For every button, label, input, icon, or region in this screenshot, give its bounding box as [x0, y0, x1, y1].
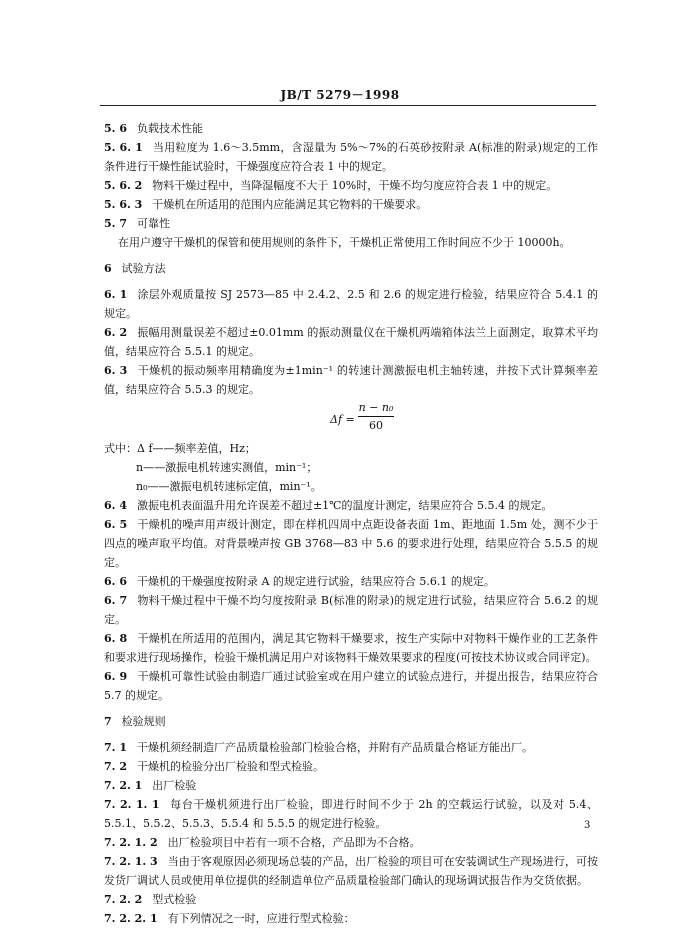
fraction-bar: [358, 416, 394, 417]
paragraph: [104, 738, 598, 757]
paragraph: [104, 233, 598, 252]
clause-number: 5. 6. 2: [104, 179, 143, 192]
clause-number: 7. 2: [104, 760, 127, 773]
clause-text: 每台干燥机须进行出厂检验，即进行时间不少于 2h 的空载运行试验，以及对 5.4、5.5.1、5.5.2、5.5.3、5.5.4 和 5.5.5 的规定进行检验。: [104, 798, 598, 830]
clause-text: 出厂检验项目中若有一项不合格，产品即为不合格。: [167, 836, 421, 849]
paragraph: [104, 214, 598, 233]
clause-number: 7. 2. 2. 1: [104, 912, 158, 925]
paragraph: [104, 833, 598, 852]
paragraph: [104, 195, 598, 214]
paragraph: [104, 909, 598, 928]
clause-number: 6. 3: [104, 364, 128, 377]
paragraph: [104, 776, 598, 795]
paragraph: [104, 757, 598, 776]
clause-number: 6: [104, 262, 112, 275]
paragraph: [104, 119, 598, 138]
legend-line: 式中：Δ f——频率差值，Hz；: [104, 442, 256, 455]
paragraph: [104, 712, 598, 731]
paragraph: [104, 667, 598, 705]
clause-number: 7. 2. 1. 1: [104, 798, 160, 811]
clause-text: 有下列情况之一时，应进行型式检验：: [167, 912, 355, 925]
clause-text: 干燥机的检验分出厂检验和型式检验。: [136, 760, 324, 773]
clause-text: 干燥机的干燥强度按附录 A 的规定进行试验，结果应符合 5.6.1 的规定。: [136, 575, 495, 588]
clause-text: 型式检验: [152, 893, 197, 906]
page-number: 3: [584, 820, 591, 831]
paragraph: [104, 515, 598, 572]
clause-text: 在用户遵守干燥机的保管和使用规则的条件下，干燥机正常使用工作时间应不少于 10000h。: [118, 236, 571, 249]
clause-text: 可靠性: [136, 217, 170, 230]
document-header: JB/T 5279－1998: [280, 88, 400, 102]
clause-number: 5. 6. 3: [104, 198, 143, 211]
section-6-4-to-7-2-2-1: [104, 496, 598, 928]
paragraph: [104, 591, 598, 629]
clause-number: 6. 2: [104, 326, 128, 339]
paragraph: [104, 852, 598, 890]
clause-text: 干燥机在所适用的范围内应能满足其它物料的干燥要求。: [152, 198, 428, 211]
formula-fraction: [358, 400, 394, 433]
clause-text: 出厂检验: [152, 779, 197, 792]
section-5-6-to-6-3: [104, 119, 598, 399]
legend-line: n₀——激振电机转速标定值，min⁻¹。: [136, 480, 322, 493]
clause-number: 6. 7: [104, 594, 128, 607]
formula-legend: [104, 439, 598, 496]
clause-text: 物料干燥过程中干燥不均匀度按附录 B(标准的附录)的规定进行试验，结果应符合 5.6.2 的规定。: [104, 594, 598, 626]
paragraph: [104, 259, 598, 278]
document-body: [104, 112, 598, 928]
legend-line: n——激振电机转速实测值，min⁻¹；: [136, 461, 318, 474]
clause-number: 6. 1: [104, 288, 128, 301]
clause-text: 干燥机在所适用的范围内，满足其它物料干燥要求，按生产实际中对物料干燥作业的工艺条件和要求进行现场操作，检验干燥机满足用户对该物料干燥效果要求的程度(可按技术协议或合同评定)。: [104, 632, 599, 664]
clause-text: 当由于客观原因必须现场总装的产品，出厂检验的项目可在安装调试生产现场进行，可按发货厂调试人员或使用单位提供的经制造单位产品质量检验部门确认的现场调试报告作为交货依据。: [104, 855, 599, 887]
paragraph: [104, 323, 598, 361]
clause-number: 6. 8: [104, 632, 128, 645]
paragraph: [104, 285, 598, 323]
clause-text: 干燥机须经制造厂产品质量检验部门检验合格，并附有产品质量合格证方能出厂。: [136, 741, 533, 754]
frequency-formula: [104, 400, 598, 436]
clause-number: 5. 6: [104, 122, 127, 135]
formula-lhs: Δf =: [330, 413, 355, 426]
formula-numerator: n − n₀: [358, 401, 394, 414]
paragraph: [104, 629, 598, 667]
header-rule: [100, 105, 596, 106]
clause-text: 物料干燥过程中，当降湿幅度不大于 10%时，干燥不均匀度应符合表 1 中的规定。: [152, 179, 558, 192]
clause-text: 干燥机的振动频率用精确度为±1min⁻¹ 的转速计测激振电机主轴转速，并按下式计算频率差值，结果应符合 5.5.3 的规定。: [104, 364, 598, 396]
paragraph: [104, 138, 598, 176]
clause-number: 5. 7: [104, 217, 127, 230]
clause-number: 6. 4: [104, 499, 127, 512]
clause-number: 7. 2. 1. 2: [104, 836, 158, 849]
paragraph: [104, 176, 598, 195]
clause-text: 试验方法: [121, 262, 166, 275]
clause-number: 7: [104, 715, 112, 728]
clause-text: 检验规则: [121, 715, 166, 728]
clause-number: 6. 5: [104, 518, 128, 531]
clause-text: 涂层外观质量按 SJ 2573—85 中 2.4.2、2.5 和 2.6 的规定进行检验，结果应符合 5.4.1 的规定。: [104, 288, 598, 320]
formula-denominator: 60: [369, 419, 383, 432]
clause-number: 7. 2. 1. 3: [104, 855, 158, 868]
clause-number: 5. 6. 1: [104, 141, 143, 154]
clause-number: 7. 2. 1: [104, 779, 143, 792]
clause-text: 负载技术性能: [136, 122, 203, 135]
clause-text: 振幅用测量误差不超过±0.01mm 的振动测量仪在干燥机两端箱体法兰上面测定，取算术平均值，结果应符合 5.5.1 的规定。: [104, 326, 598, 358]
clause-text: 激振电机表面温升用允许误差不超过±1℃的温度计测定，结果应符合 5.5.4 的规定。: [136, 499, 553, 512]
clause-number: 7. 1: [104, 741, 127, 754]
clause-text: 干燥机的噪声用声级计测定，即在样机四周中点距设备表面 1m、距地面 1.5m 处，测不少于四点的噪声取平均值。对背景噪声按 GB 3768—83 中 5.6 的要求进行处理，结果应符合 5.5.5 的规定。: [104, 518, 599, 569]
paragraph: [104, 572, 598, 591]
paragraph: [104, 795, 598, 833]
clause-text: 当用粒度为 1.6～3.5mm，含湿量为 5%～7%的石英砂按附录 A(标准的附录)规定的工作条件进行干燥性能试验时，干燥强度应符合表 1 中的规定。: [104, 141, 599, 173]
clause-number: 7. 2. 2: [104, 893, 143, 906]
clause-number: 6. 6: [104, 575, 127, 588]
clause-text: 干燥机可靠性试验由制造厂通过试验室或在用户建立的试验点进行，并提出报告，结果应符合 5.7 的规定。: [104, 670, 599, 702]
paragraph: [104, 890, 598, 909]
paragraph: [104, 361, 598, 399]
clause-number: 6. 9: [104, 670, 128, 683]
paragraph: [104, 496, 598, 515]
